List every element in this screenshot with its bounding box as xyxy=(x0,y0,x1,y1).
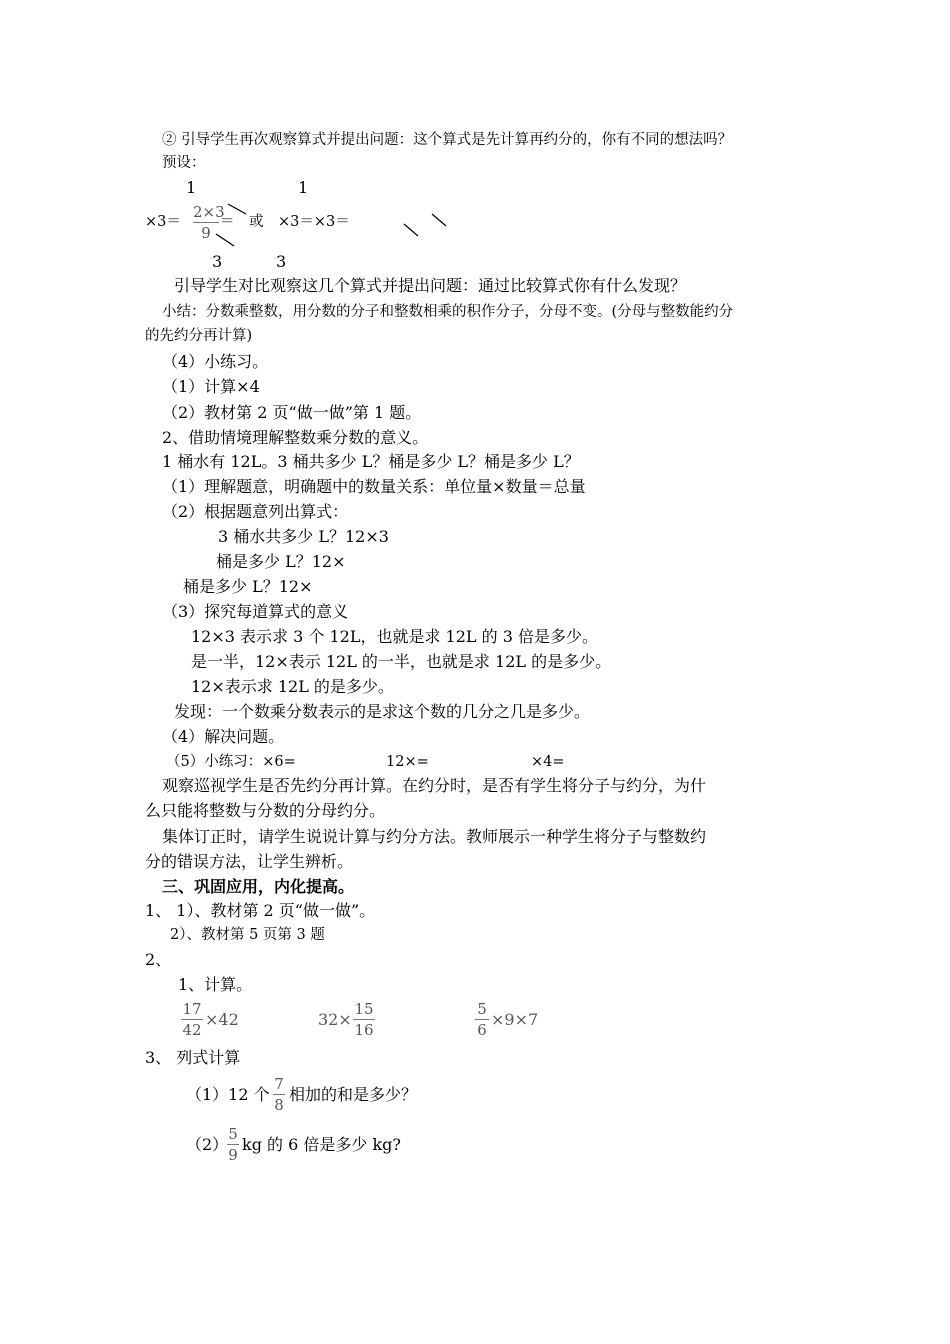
fraction-denominator: 42 xyxy=(182,1021,202,1039)
formula-line-3: 桶是多少 L？12× xyxy=(183,577,313,596)
equation-lhs: ×3＝ xyxy=(145,214,181,230)
exercise-3-2-post: kg 的 6 倍是多少 kg? xyxy=(242,1135,401,1154)
fraction-numerator: 15 xyxy=(354,1000,374,1018)
exercise-2-label: 2、 xyxy=(145,950,172,969)
fraction-numerator: 5 xyxy=(477,1000,487,1018)
cancel-slash-icon xyxy=(214,232,236,248)
paragraph-compare: 引导学生对比观察这几个算式并提出问题：通过比较算式你有什么发现？ xyxy=(174,276,687,295)
fraction-bar xyxy=(273,1094,285,1095)
equation-rhs: ×3＝×3＝ xyxy=(278,214,350,230)
exercise-3-1-post: 相加的和是多少？ xyxy=(289,1085,418,1104)
meaning-line-2: 是一半，12×表示 12L 的一半，也就是求 12L 的是多少。 xyxy=(191,652,612,671)
paragraph-bucket: 1 桶水有 12L。3 桶共多少 L？桶是多少 L？桶是多少 L？ xyxy=(162,452,580,471)
practice-item-1: （5）小练习：×6= xyxy=(166,754,296,770)
fraction-numerator: 2×3 xyxy=(193,203,225,221)
fraction-denominator: 16 xyxy=(354,1021,374,1039)
exercise-3-2-pre: （2） xyxy=(186,1135,229,1154)
section-heading-2: 2、借助情境理解整数乘分数的意义。 xyxy=(162,428,429,447)
item-mini-practice: （4）小练习。 xyxy=(162,352,269,371)
item-calc: （1）计算×4 xyxy=(162,377,260,396)
item-understand: （1）理解题意，明确题中的数量关系：单位量×数量＝总量 xyxy=(162,477,586,496)
cancel-result-top-2: 1 xyxy=(298,178,309,197)
item-textbook: （2）教材第 2 页“做一做”第 1 题。 xyxy=(162,403,422,422)
exercise-3-title: 3、 列式计算 xyxy=(145,1048,241,1067)
fraction-bar xyxy=(353,1019,375,1020)
meaning-line-3: 12×表示求 12L 的是多少。 xyxy=(191,677,394,696)
calc-2-head: 32× xyxy=(318,1010,352,1029)
paragraph-summary: 小结：分数乘整数，用分数的分子和整数相乘的积作分子，分母不变。(分母与整数能约分 xyxy=(162,304,734,320)
fraction-numerator: 7 xyxy=(274,1075,284,1093)
fraction-bar xyxy=(181,1019,203,1020)
calc-3-tail: ×9×7 xyxy=(491,1010,539,1029)
calc-2-fraction xyxy=(353,1000,375,1039)
formula-line-1: 3 桶水共多少 L？12×3 xyxy=(218,527,389,546)
item-formula: （2）根据题意列出算式： xyxy=(162,502,349,521)
paragraph-discovery: 发现：一个数乘分数表示的是求这个数的几分之几是多少。 xyxy=(174,702,591,721)
item-explore: （3）探究每道算式的意义 xyxy=(162,602,349,621)
fraction-bar xyxy=(475,1019,489,1020)
cancel-slash-icon xyxy=(430,212,448,228)
item-solve: （4）解决问题。 xyxy=(162,727,285,746)
fraction-bar xyxy=(193,222,219,223)
section-heading-3: 三、巩固应用，内化提高。 xyxy=(162,877,355,896)
equals-sign: ＝ xyxy=(220,214,235,230)
exercise-3-1-pre: （1）12 个 xyxy=(186,1085,270,1104)
fraction-denominator: 9 xyxy=(228,1146,238,1164)
fraction-denominator: 9 xyxy=(201,224,211,242)
fraction-numerator: 5 xyxy=(228,1125,238,1143)
paragraph-observe: 观察巡视学生是否先约分再计算。在约分时，是否有学生将分子与约分，为什 xyxy=(162,776,707,795)
meaning-line-1: 12×3 表示求 3 个 12L，也就是求 12L 的 3 倍是多少。 xyxy=(191,627,598,646)
fraction-denominator: 6 xyxy=(477,1021,487,1039)
or-label: 或 xyxy=(249,214,264,230)
paragraph-correct-cont: 分的错误方法，让学生辨析。 xyxy=(145,852,354,871)
exercise-3-2-fraction xyxy=(227,1125,239,1164)
cancel-result-bottom-2: 3 xyxy=(276,252,287,271)
cancel-result-top-1: 1 xyxy=(186,178,197,197)
paragraph-preset: 预设： xyxy=(162,155,206,171)
exercise-1b: 2）、教材第 5 页第 3 题 xyxy=(170,927,325,943)
exercise-2-title: 1、计算。 xyxy=(178,975,253,994)
formula-line-2: 桶是多少 L？12× xyxy=(216,552,346,571)
fraction-bar xyxy=(227,1144,239,1145)
paragraph-correct: 集体订正时，请学生说说计算与约分方法。教师展示一种学生将分子与整数约 xyxy=(162,827,707,846)
exercise-1a: 1、 1）、教材第 2 页“做一做”。 xyxy=(145,901,376,920)
calc-1-fraction xyxy=(181,1000,203,1039)
paragraph-question: ② 引导学生再次观察算式并提出问题：这个算式是先计算再约分的，你有不同的想法吗？ xyxy=(162,132,733,148)
calc-3-fraction xyxy=(475,1000,489,1039)
practice-item-3: ×4= xyxy=(531,754,565,770)
fraction-denominator: 8 xyxy=(274,1096,284,1114)
fraction-numerator: 17 xyxy=(182,1000,202,1018)
practice-item-2: 12×= xyxy=(386,754,429,770)
exercise-3-1-fraction xyxy=(273,1075,285,1114)
cancel-slash-icon xyxy=(226,202,248,216)
calc-1-tail: ×42 xyxy=(205,1010,239,1029)
paragraph-summary-cont: 的先约分再计算) xyxy=(145,328,253,344)
cancel-slash-icon xyxy=(402,222,420,238)
paragraph-observe-cont: 么只能将整数与分数的分母约分。 xyxy=(145,801,386,820)
cancel-result-bottom-1: 3 xyxy=(212,252,223,271)
